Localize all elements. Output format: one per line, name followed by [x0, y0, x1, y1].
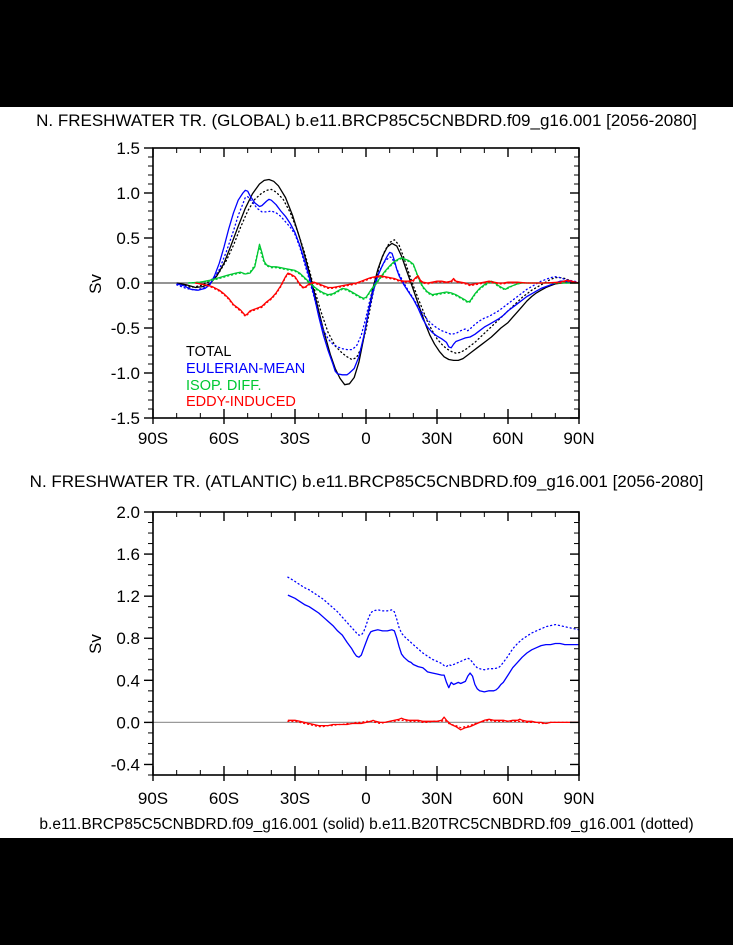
chart-title-global: N. FRESHWATER TR. (GLOBAL) b.e11.BRCP85C5CNBDRD.f09_g16.001 [2056-2080]	[36, 111, 697, 130]
svg-text:1.2: 1.2	[116, 587, 140, 607]
svg-text:-0.5: -0.5	[110, 319, 140, 338]
svg-text:30N: 30N	[421, 789, 453, 808]
svg-text:2.0: 2.0	[116, 503, 140, 522]
svg-text:30N: 30N	[421, 429, 453, 448]
y-axis-label-global: Sv	[86, 274, 105, 294]
svg-text:1.0: 1.0	[116, 184, 140, 203]
svg-text:90N: 90N	[563, 429, 595, 448]
svg-text:-0.4: -0.4	[110, 755, 140, 775]
svg-text:90S: 90S	[137, 429, 169, 448]
svg-text:0.5: 0.5	[116, 229, 140, 248]
svg-text:90N: 90N	[563, 789, 595, 808]
letterbox-bottom	[0, 838, 733, 945]
svg-text:0: 0	[361, 789, 371, 808]
svg-text:-1.0: -1.0	[110, 364, 140, 383]
svg-text:1.5: 1.5	[116, 139, 140, 158]
svg-text:90S: 90S	[137, 789, 169, 808]
svg-text:0.8: 0.8	[116, 629, 140, 649]
svg-text:0: 0	[361, 429, 371, 448]
y-axis-label-atlantic: Sv	[86, 634, 105, 654]
svg-text:60N: 60N	[492, 789, 524, 808]
chart-title-atlantic: N. FRESHWATER TR. (ATLANTIC) b.e11.BRCP85C5CNBDRD.f09_g16.001 [2056-2080]	[29, 472, 704, 491]
svg-text:0.4: 0.4	[116, 671, 140, 691]
svg-text:60S: 60S	[208, 789, 240, 808]
legend-item-eddy-induced: EDDY-INDUCED	[186, 394, 296, 411]
svg-text:-1.5: -1.5	[110, 409, 140, 428]
svg-text:30S: 30S	[279, 429, 311, 448]
letterbox-top	[0, 0, 733, 107]
svg-text:60S: 60S	[208, 429, 240, 448]
svg-text:60N: 60N	[492, 429, 524, 448]
legend-item-total: TOTAL	[186, 344, 232, 360]
legend-item-isop-diff: ISOP. DIFF.	[186, 377, 262, 394]
svg-text:0.0: 0.0	[116, 713, 140, 733]
figure-caption: b.e11.BRCP85C5CNBDRD.f09_g16.001 (solid) b.e11.B20TRC5CNBDRD.f09_g16.001 (dotted)	[39, 816, 694, 833]
svg-text:0.0: 0.0	[116, 274, 140, 293]
legend	[186, 344, 305, 411]
legend-item-eulerian-mean: EULERIAN-MEAN	[186, 360, 306, 377]
svg-text:1.6: 1.6	[116, 545, 140, 565]
svg-text:30S: 30S	[279, 789, 311, 808]
